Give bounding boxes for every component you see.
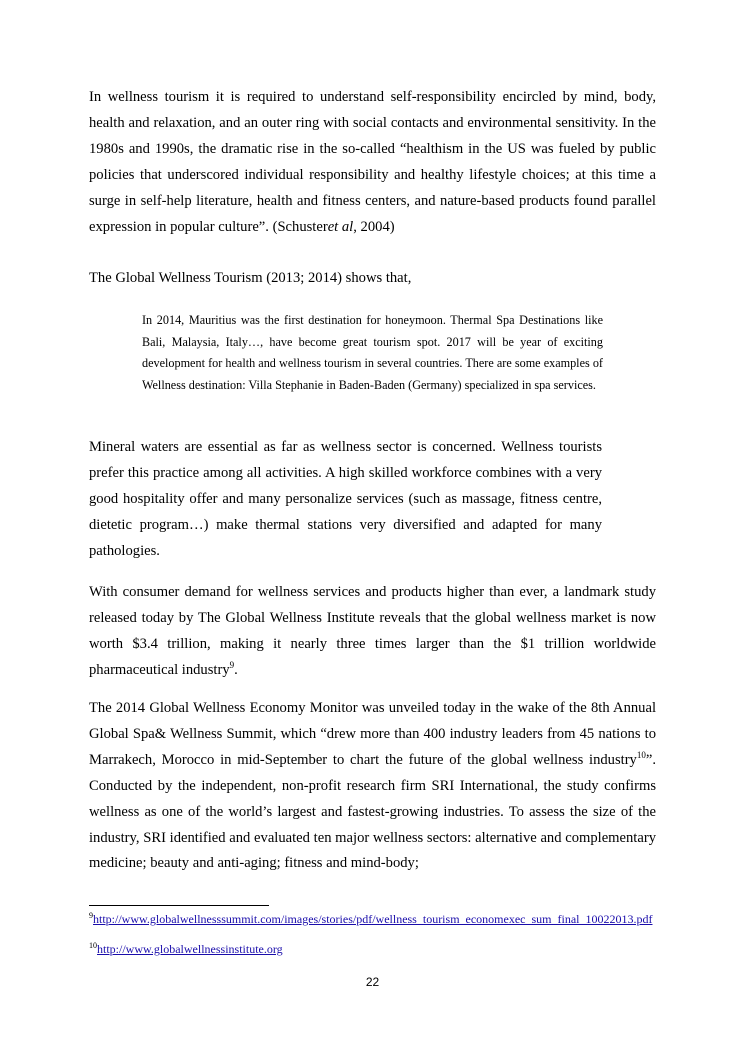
footnote-mark: 10 xyxy=(89,941,97,950)
page-number: 22 xyxy=(365,975,380,989)
paragraph-economy-monitor xyxy=(89,696,656,877)
paragraph-text: In wellness tourism it is required to understand self-responsibility encircled by mind, body, health and relaxation, and an outer ring with social contacts and environmental sensitivity. In the 1980s and 1990s, the dramatic rise in the so-called “healthism in the US was fueled by public policies that underscored individual responsibility and healthy lifestyle choices; at this time a surge in self-help literature, health and fitness centers, and nature-based products found parallel expression in popular culture”. (Schuster xyxy=(89,89,656,235)
paragraph-mineral-waters: Mineral waters are essential as far as wellness sector is concerned. Wellness tourists prefer this practice among all activities. A high skilled workforce combines with a very good hospitality offer and many personalize services (such as massage, fitness centre, dietetic program…) make thermal stations very diversified and adapted for many pathologies. xyxy=(89,439,602,559)
paragraph-consumer-demand xyxy=(89,580,656,684)
paragraph-end: . xyxy=(234,661,238,678)
paragraph-wellness-tourism xyxy=(89,85,656,240)
block-quote: In 2014, Mauritius was the first destination for honeymoon. Thermal Spa Destinations like Bali, Malaysia, Italy…, have become great tourism spot. 2017 will be year of exciting development for health and wellness tourism in several countries. There are some examples of Wellness destination: Villa Stephanie in Baden-Baden (Germany) specialized in spa services. xyxy=(142,313,603,392)
paragraph-global-wellness-intro: The Global Wellness Tourism (2013; 2014) shows that, xyxy=(89,270,412,286)
footnote-link-10[interactable]: http://www.globalwellnessinstitute.org xyxy=(97,942,283,956)
footnote-divider xyxy=(89,905,269,906)
paragraph-text: The 2014 Global Wellness Economy Monitor was unveiled today in the wake of the 8th Annual Global Spa& Wellness Summit, which “drew more than 400 industry leaders from 45 nations to Marrakech, Morocco in mid-September to chart the future of the global wellness industry xyxy=(89,700,656,768)
footnote-10 xyxy=(89,942,659,958)
footnote-mark: 9 xyxy=(89,911,93,920)
footnote-ref-9[interactable]: 9 xyxy=(229,659,235,670)
footnote-9 xyxy=(89,912,659,928)
paragraph-text: With consumer demand for wellness services and products higher than ever, a landmark study released today by The Global Wellness Institute reveals that the global wellness market is now worth $3.4 trillion, making it nearly three times larger than the $1 trillion worldwide pharmaceutical industry xyxy=(89,584,656,678)
citation-end: , 2004) xyxy=(353,218,395,235)
citation-italic: et al xyxy=(327,218,354,235)
footnote-link-9[interactable]: http://www.globalwellnesssummit.com/images/stories/pdf/wellness_tourism_economexec_sum_final_10022013.pdf xyxy=(93,912,653,926)
footnote-ref-10[interactable]: 10 xyxy=(636,749,646,760)
paragraph-text-continued: ”. Conducted by the independent, non-profit research firm SRI International, the study confirms wellness as one of the world’s largest and fastest-growing industries. To assess the size of the industry, SRI identified and evaluated ten major wellness sectors: alternative and complementary medicine; beauty and anti-aging; fitness and mind-body; xyxy=(89,751,656,872)
